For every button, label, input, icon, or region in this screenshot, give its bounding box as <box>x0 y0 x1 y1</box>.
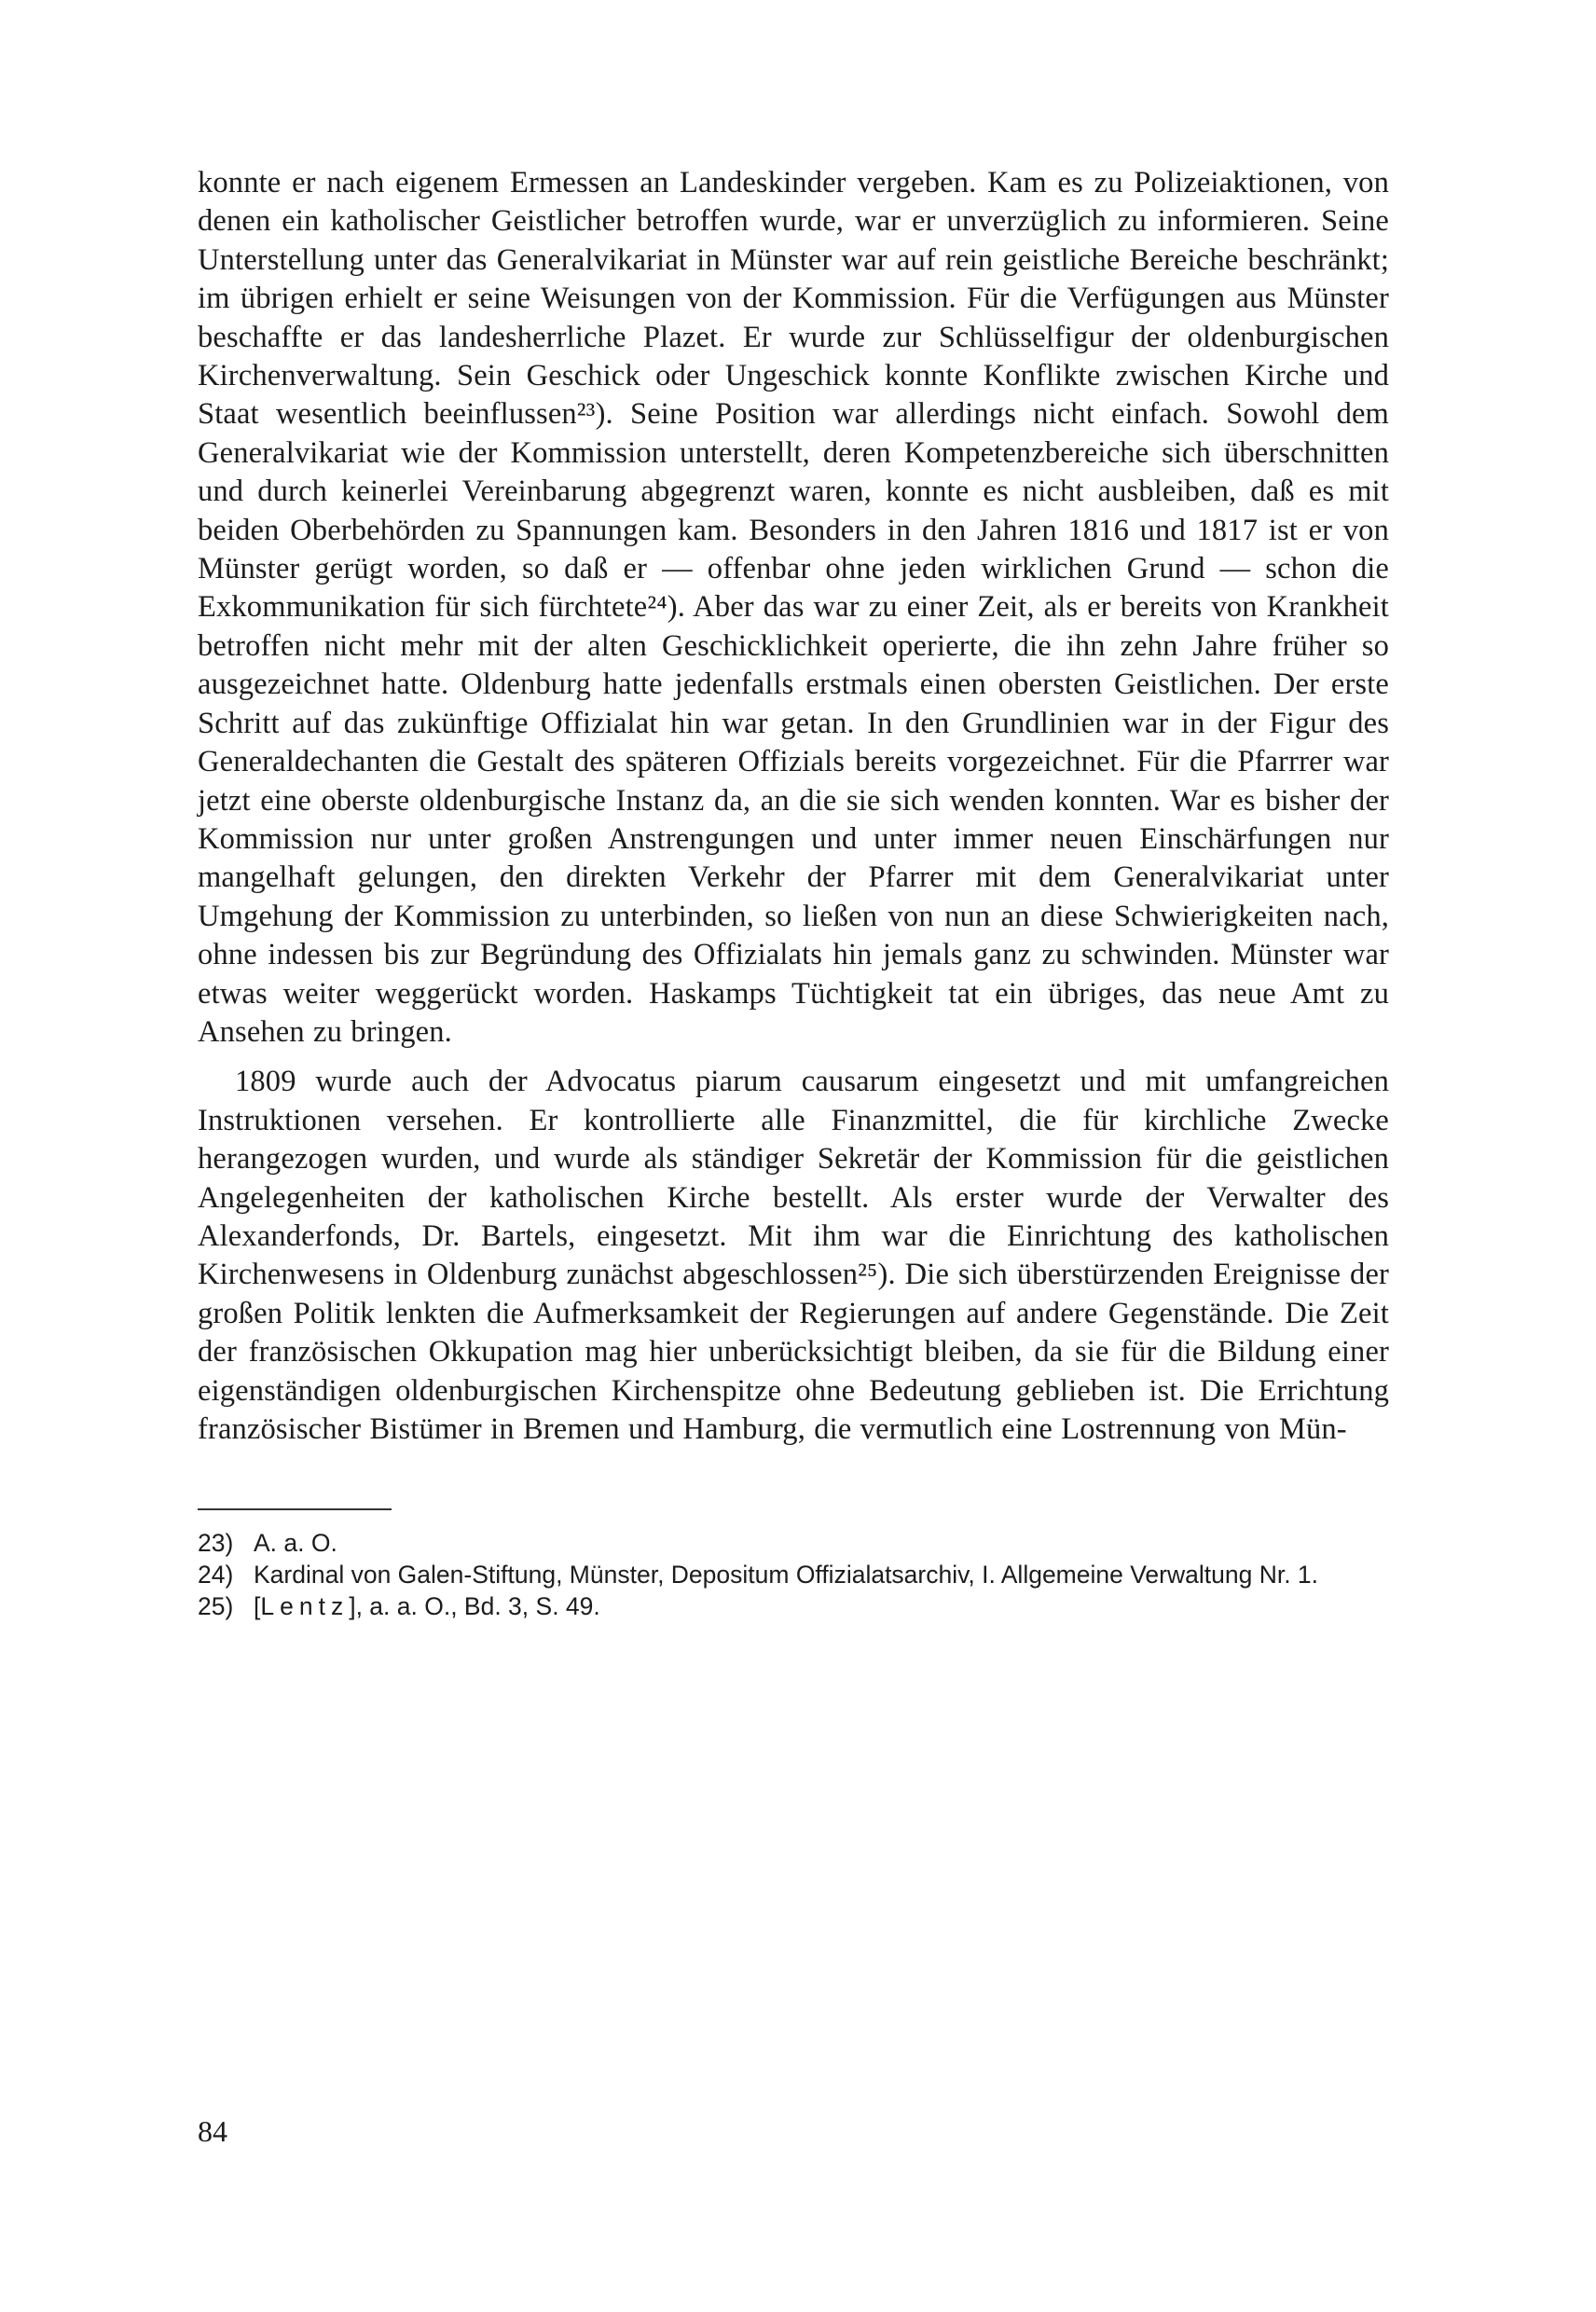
footnote-25 <box>198 1590 1389 1622</box>
footnote-divider <box>198 1508 392 1510</box>
body-paragraph-1: konnte er nach eigenem Ermessen an Landeskinder vergeben. Kam es zu Polizeiaktionen, von denen ein katholischer Geistlicher betroffen wurde, war er unverzüglich zu informieren. Seine Unterstellung unter das Generalvikariat in Münster war auf rein geistliche Bereiche beschränkt; im übrigen erhielt er seine Weisungen von der Kommission. Für die Verfügungen aus Münster beschaffte er das landesherrliche Plazet. Er wurde zur Schlüsselfigur der oldenburgischen Kirchenverwaltung. Sein Geschick oder Ungeschick konnte Konflikte zwischen Kirche und Staat wesentlich beeinflussen²³). Seine Position war allerdings nicht einfach. Sowohl dem Generalvikariat wie der Kommission unterstellt, deren Kompetenzbereiche sich überschnitten und durch keinerlei Vereinbarung abgegrenzt waren, konnte es nicht ausbleiben, daß es mit beiden Oberbehörden zu Spannungen kam. Besonders in den Jahren 1816 und 1817 ist er von Münster gerügt worden, so daß er — offenbar ohne jeden wirklichen Grund — schon die Exkommunikation für sich fürchtete²⁴). Aber das war zu einer Zeit, als er bereits von Krankheit betroffen nicht mehr mit der alten Geschicklichkeit operierte, die ihn zehn Jahre früher so ausgezeichnet hatte. Oldenburg hatte jedenfalls erstmals einen obersten Geistlichen. Der erste Schritt auf das zukünftige Offizialat hin war getan. In den Grundlinien war in der Figur des Generaldechanten die Gestalt des späteren Offizials bereits vorgezeichnet. Für die Pfarrrer war jetzt eine oberste oldenburgische Instanz da, an die sie sich wenden konnten. War es bisher der Kommission nur unter großen Anstrengungen und unter immer neuen Einschärfungen nur mangelhaft gelungen, den direkten Verkehr der Pfarrer mit dem Generalvikariat unter Umgehung der Kommission zu unterbinden, so ließen von nun an diese Schwierigkeiten nach, ohne indessen bis zur Begründung des Offizialats hin jemals ganz zu schwinden. Münster war etwas weiter weggerückt worden. Haskamps Tüchtigkeit tat ein übriges, das neue Amt zu Ansehen zu bringen. <box>198 166 1389 1049</box>
footnote-24 <box>198 1559 1389 1590</box>
footnote-23 <box>198 1527 1389 1559</box>
footnotes <box>198 1527 1389 1622</box>
page-number: 84 <box>198 2114 227 2148</box>
footnote-number: 24) <box>198 1561 234 1590</box>
footnote-text: A. a. O. <box>254 1529 337 1558</box>
footnote-number: 25) <box>198 1592 234 1621</box>
footnote-citation-rest: ], a. a. O., Bd. 3, S. 49. <box>349 1592 600 1621</box>
body-paragraph-2: 1809 wurde auch der Advocatus piarum causarum eingesetzt und mit umfangreichen Instruktionen versehen. Er kontrollierte alle Finanzmittel, die für kirchliche Zwecke herangezogen wurden, und wurde als ständiger Sekretär der Kommission für die geistlichen Angelegenheiten der katholischen Kirche bestellt. Als erster wurde der Verwalter des Alexanderfonds, Dr. Bartels, eingesetzt. Mit ihm war die Einrichtung des katholischen Kirchenwesens in Oldenburg zunächst abgeschlossen²⁵). Die sich überstürzenden Ereignisse der großen Politik lenkten die Aufmerksamkeit der Regierungen auf andere Gegenstände. Die Zeit der französischen Okkupation mag hier unberücksichtigt bleiben, da sie für die Bildung einer eigenständigen oldenburgischen Kirchenspitze ohne Bedeutung geblieben ist. Die Errichtung französischer Bistümer in Bremen und Hamburg, die vermutlich eine Lostrennung von Mün- <box>198 1065 1389 1446</box>
footnote-author-spaced: Lentz <box>260 1592 350 1621</box>
footnote-text: Kardinal von Galen-Stiftung, Münster, Depositum Offizialatsarchiv, I. Allgemeine Verwaltung Nr. 1. <box>254 1561 1319 1590</box>
footnote-text <box>254 1590 1389 1622</box>
footnote-number: 23) <box>198 1529 234 1558</box>
footnote-bracket-open: [ <box>254 1592 261 1621</box>
page-content <box>198 164 1389 1622</box>
